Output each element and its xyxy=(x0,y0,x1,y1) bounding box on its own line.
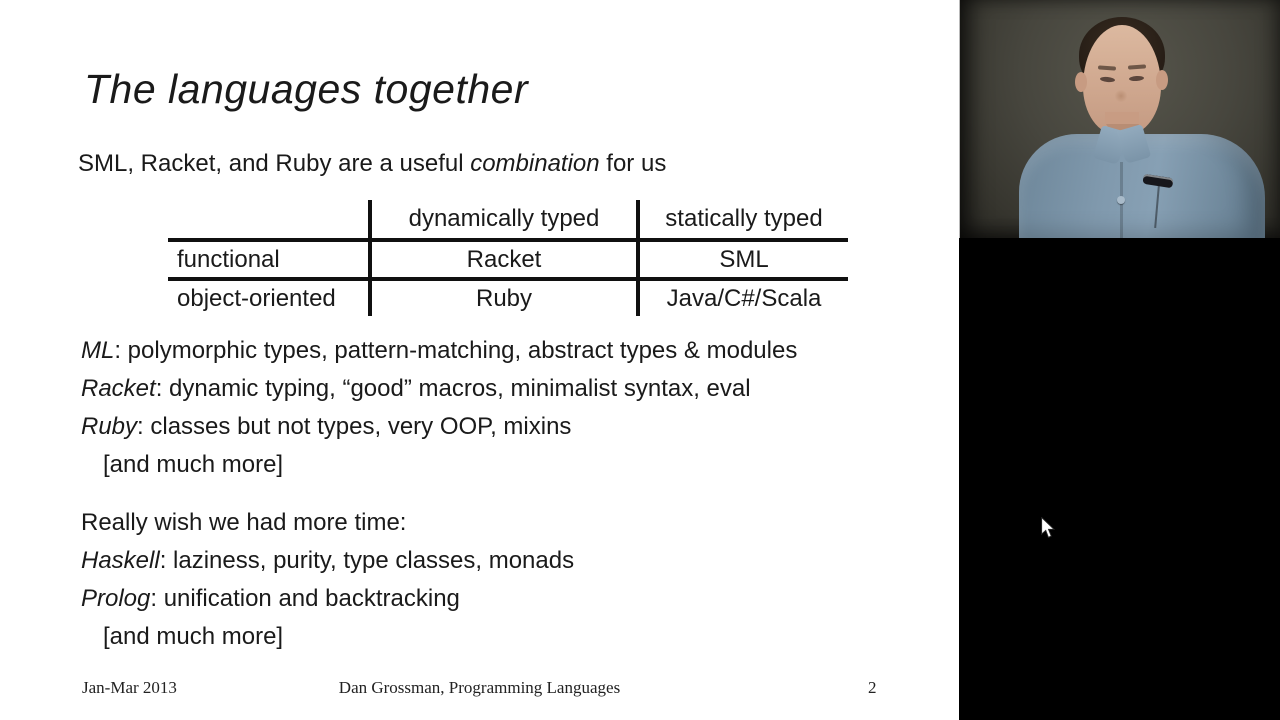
note-ml xyxy=(81,332,797,370)
slide-footer xyxy=(0,678,959,702)
intro-suffix: for us xyxy=(599,150,667,177)
footer-page-number: 2 xyxy=(868,678,877,697)
right-column xyxy=(959,0,1280,720)
table-rowlabel-object-oriented: object-oriented xyxy=(177,284,336,312)
wish-haskell-term: Haskell xyxy=(81,547,160,574)
note-racket-desc: : dynamic typing, “good” macros, minimalist syntax, eval xyxy=(155,375,751,402)
note-ruby-term: Ruby xyxy=(81,413,138,440)
intro-prefix: SML, Racket, and Ruby are a useful xyxy=(78,150,471,177)
intro-line xyxy=(78,150,666,178)
slide-title: The languages together xyxy=(84,66,529,112)
speaker-ear-left xyxy=(1075,72,1087,92)
wish-prolog-term: Prolog xyxy=(81,585,151,612)
wish-prolog-desc: : unification and backtracking xyxy=(150,585,460,612)
note-ml-desc: : polymorphic types, pattern-matching, abstract types & modules xyxy=(114,337,798,364)
note-ruby xyxy=(81,408,797,446)
note-ml-term: ML xyxy=(81,337,115,364)
speaker-nose xyxy=(1114,90,1128,102)
languages-table xyxy=(168,200,848,316)
wish-and-much-more: [and much more] xyxy=(103,623,284,650)
wish-haskell xyxy=(81,542,574,580)
intro-emphasis: combination xyxy=(470,150,600,177)
footer-credit: Dan Grossman, Programming Languages xyxy=(338,678,621,697)
language-notes xyxy=(81,332,797,484)
speaker-webcam-video xyxy=(959,0,1280,238)
table-cell-functional-dynamic: Racket xyxy=(368,242,636,281)
wish-heading: Really wish we had more time: xyxy=(81,509,407,536)
table-cell-oo-static: Java/C#/Scala xyxy=(636,281,848,316)
letterbox-black-area xyxy=(959,238,1280,720)
speaker-ear-right xyxy=(1156,70,1168,90)
table-cell-oo-dynamic: Ruby xyxy=(368,281,636,316)
note-racket xyxy=(81,370,797,408)
note-racket-term: Racket xyxy=(81,375,156,402)
table-corner-cell xyxy=(168,200,368,242)
notes-and-much-more: [and much more] xyxy=(103,451,284,478)
table-rowlabel-functional: functional xyxy=(168,242,368,281)
speaker-shirt-button xyxy=(1117,196,1125,204)
table-cell-functional-static: SML xyxy=(636,242,848,281)
wish-haskell-desc: : laziness, purity, type classes, monads xyxy=(159,547,575,574)
mouse-cursor-icon xyxy=(1041,517,1056,541)
table-header-dynamically-typed: dynamically typed xyxy=(368,200,636,242)
note-ruby-desc: : classes but not types, very OOP, mixins xyxy=(137,413,572,440)
footer-date: Jan-Mar 2013 xyxy=(82,678,177,697)
table-header-statically-typed: statically typed xyxy=(636,200,848,242)
wish-prolog xyxy=(81,580,574,618)
wish-list xyxy=(81,504,574,656)
